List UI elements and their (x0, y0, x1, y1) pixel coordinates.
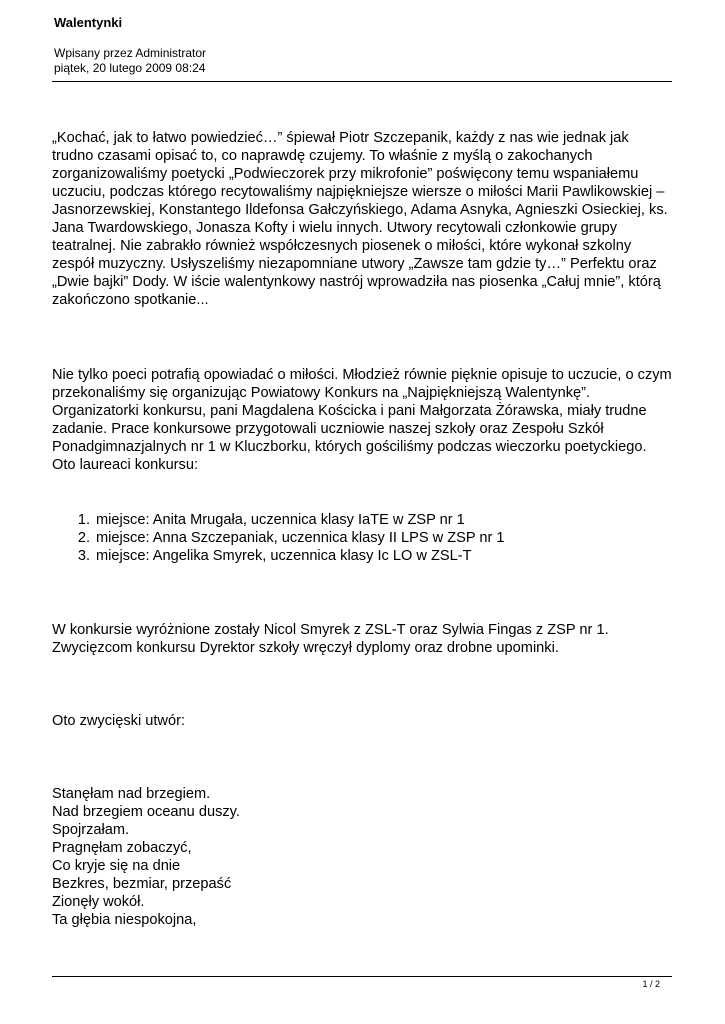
list-item-text: miejsce: Anita Mrugała, uczennica klasy IaTE w ZSP nr 1 (96, 512, 465, 528)
text-line: Ponadgimnazjalnych nr 1 w Kluczborku, których gościliśmy podczas wieczorku poetyckiego. (52, 439, 647, 455)
text-line: Oto zwycięski utwór: (52, 713, 185, 729)
text-line: Jana Twardowskiego, Jonasza Kofty i wielu innych. Utwory recytowali członkowie grupy (52, 220, 618, 236)
header-divider (52, 81, 672, 82)
article-meta (54, 46, 206, 76)
list-item-text: miejsce: Anna Szczepaniak, uczennica klasy II LPS w ZSP nr 1 (96, 530, 505, 546)
poem-line: Bezkres, bezmiar, przepaść (52, 876, 232, 892)
list-item (52, 529, 505, 547)
text-line: Oto laureaci konkursu: (52, 457, 199, 473)
author-line: Wpisany przez Administrator (54, 46, 207, 60)
text-line: przekonaliśmy się organizując Powiatowy Konkurs na „Najpiękniejszą Walentynkę”. (52, 385, 591, 401)
paragraph-poem-intro (52, 712, 674, 730)
text-line: teatralnej. Nie zabrakło również współczesnych piosenek o miłości, które wykonał szkolny (52, 238, 632, 254)
paragraph-intro (52, 129, 674, 309)
article-title: Walentynki (54, 15, 123, 30)
text-line: Jasnorzewskiej, Konstantego Ildefonsa Gałczyńskiego, Adama Asnyka, Agnieszki Osieckiej, ks. (52, 202, 668, 218)
poem-line: Nad brzegiem oceanu duszy. (52, 804, 240, 820)
list-item (52, 547, 505, 565)
list-number: 2. (77, 530, 90, 546)
paragraph-distinctions (52, 621, 674, 657)
poem-line: Spojrzałam. (52, 822, 130, 838)
poem-line: Stanęłam nad brzegiem. (52, 786, 211, 802)
text-line: Nie tylko poeci potrafią opowiadać o miłości. Młodzież równie pięknie opisuje to uczucie, o czym (52, 367, 672, 383)
text-line: Zwycięzcom konkursu Dyrektor szkoły wręczył dyplomy oraz drobne upominki. (52, 640, 559, 656)
text-line: trudno czasami opisać to, co naprawdę czujemy. To właśnie z myślą o zakochanych (52, 148, 593, 164)
list-number: 3. (77, 548, 90, 564)
poem-line: Ta głębia niespokojna, (52, 912, 197, 928)
winners-list (52, 511, 505, 565)
text-line: „Kochać, jak to łatwo powiedzieć…” śpiewał Piotr Szczepanik, każdy z nas wie jednak jak (52, 130, 629, 146)
list-item (52, 511, 505, 529)
footer-divider (52, 976, 672, 977)
poem-line: Pragnęłam zobaczyć, (52, 840, 192, 856)
text-line: Organizatorki konkursu, pani Magdalena Kościcka i pani Małgorzata Żórawska, miały trudne (52, 403, 647, 419)
text-line: W konkursie wyróżnione zostały Nicol Smyrek z ZSL-T oraz Sylwia Fingas z ZSP nr 1. (52, 622, 609, 638)
list-item-text: miejsce: Angelika Smyrek, uczennica klasy Ic LO w ZSL-T (96, 548, 472, 564)
text-line: zakończono spotkanie... (52, 292, 209, 308)
poem-line: Co kryje się na dnie (52, 858, 181, 874)
text-line: uczuciu, podczas którego recytowaliśmy najpiękniejsze wiersze o miłości Marii Pawlikowskiej – (52, 184, 665, 200)
text-line: zespół muzyczny. Usłyszeliśmy niezapomniane utwory „Zawsze tam gdzie ty…” Perfektu oraz (52, 256, 657, 272)
date-line: piątek, 20 lutego 2009 08:24 (54, 61, 206, 75)
text-line: „Dwie bajki” Dody. W iście walentynkowy nastrój wprowadziła nas piosenka „Całuj mnie”, którą (52, 274, 661, 290)
text-line: zorganizowaliśmy poetycki „Podwieczorek przy mikrofonie” poświęcony temu wspaniałemu (52, 166, 639, 182)
paragraph-contest (52, 366, 674, 474)
winning-poem (52, 785, 240, 929)
list-number: 1. (77, 512, 90, 528)
text-line: zadanie. Prace konkursowe przygotowali uczniowie naszej szkoły oraz Zespołu Szkół (52, 421, 604, 437)
poem-line: Zionęły wokół. (52, 894, 145, 910)
page-number: 1 / 2 (642, 979, 660, 989)
